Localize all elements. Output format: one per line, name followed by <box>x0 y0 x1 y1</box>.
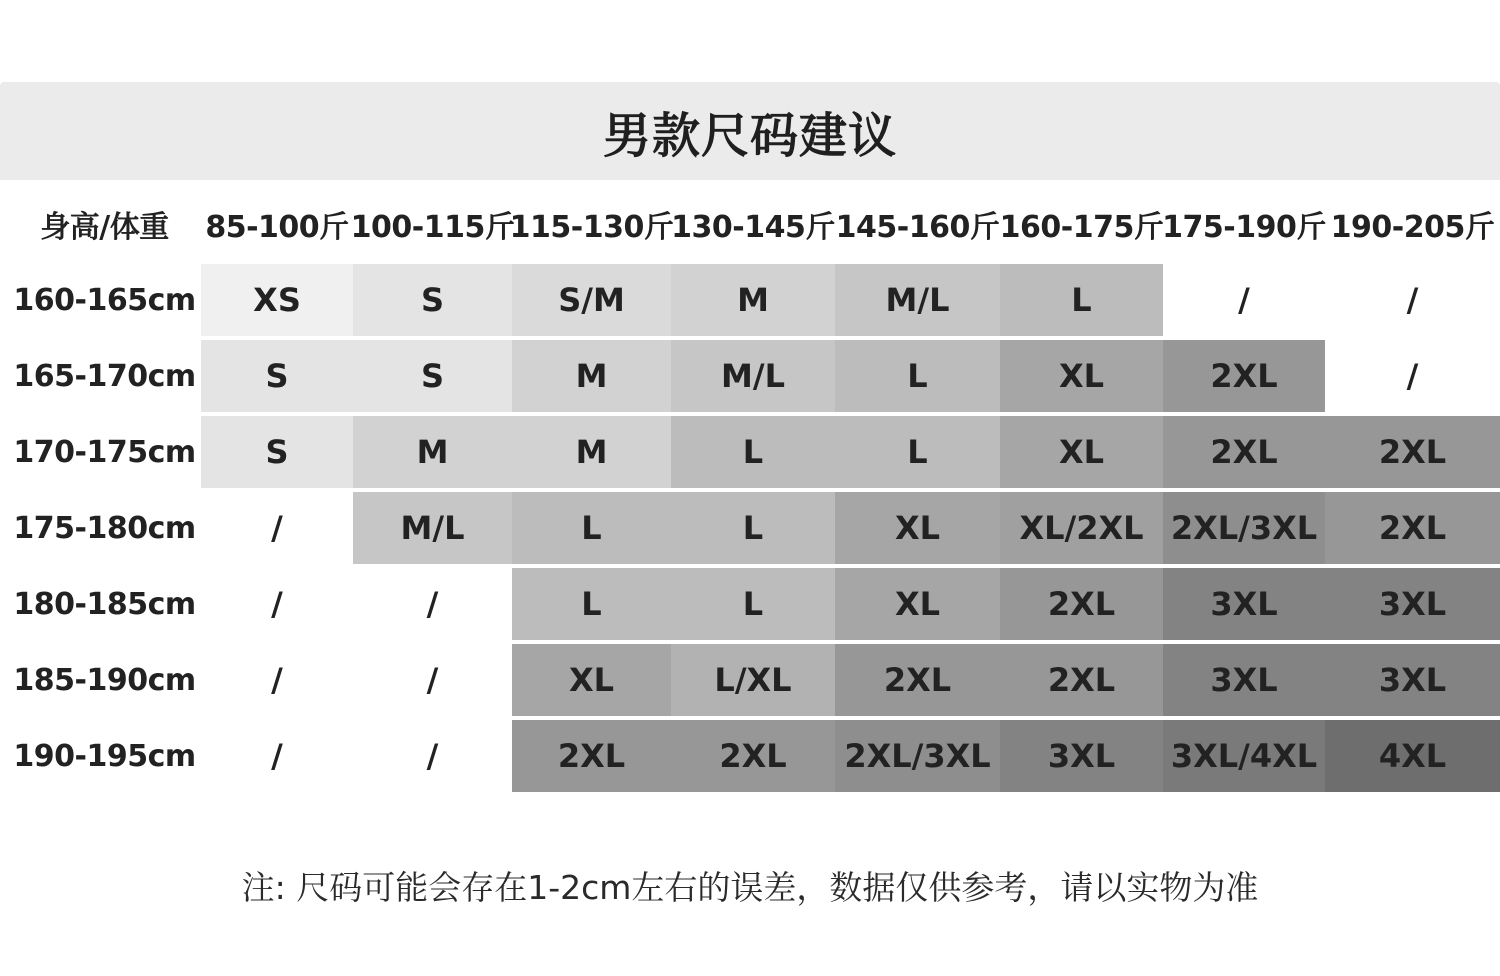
size-cell: L <box>512 568 671 640</box>
size-cell: 3XL <box>1325 644 1500 716</box>
size-cell: M <box>512 416 671 488</box>
size-cell: L/XL <box>671 644 835 716</box>
size-cell: 2XL <box>1000 568 1163 640</box>
weight-header: 85-100斤 <box>205 210 349 245</box>
size-cell: M <box>671 264 835 336</box>
weight-header: 115-130斤 <box>509 210 674 245</box>
size-cell: 2XL <box>1163 416 1325 488</box>
size-cell: M/L <box>671 340 835 412</box>
size-cell: L <box>671 416 835 488</box>
weight-header: 175-190斤 <box>1162 210 1326 245</box>
weight-header: 190-205斤 <box>1330 210 1495 245</box>
size-cell: S <box>353 264 512 336</box>
size-cell: L <box>835 340 1000 412</box>
size-cell: L <box>1000 264 1163 336</box>
size-cell: 2XL/3XL <box>1163 492 1325 564</box>
height-label: 170-175cm <box>13 434 196 470</box>
size-cell: L <box>512 492 671 564</box>
height-label: 180-185cm <box>13 586 196 622</box>
size-cell: 2XL <box>1325 416 1500 488</box>
size-cell: 2XL <box>1163 340 1325 412</box>
size-cell: / <box>1325 264 1500 336</box>
size-cell: 2XL <box>835 644 1000 716</box>
weight-header: 100-115斤 <box>350 210 515 245</box>
size-cell: / <box>353 720 512 792</box>
size-cell: M <box>512 340 671 412</box>
size-cell: 2XL <box>512 720 671 792</box>
size-cell: XL <box>1000 340 1163 412</box>
size-cell: 3XL <box>1325 568 1500 640</box>
size-cell: / <box>201 568 353 640</box>
title-bar <box>0 82 1500 180</box>
size-cell: / <box>201 644 353 716</box>
height-label: 190-195cm <box>13 738 196 774</box>
height-label: 175-180cm <box>13 510 196 546</box>
weight-header: 145-160斤 <box>835 210 1000 245</box>
size-cell: M/L <box>353 492 512 564</box>
size-cell: XL <box>1000 416 1163 488</box>
weight-header: 160-175斤 <box>999 210 1164 245</box>
size-cell: 2XL <box>671 720 835 792</box>
page-title: 男款尺码建议 <box>602 107 897 164</box>
size-cell: XL/2XL <box>1000 492 1163 564</box>
size-cell: 2XL/3XL <box>835 720 1000 792</box>
size-cell: 2XL <box>1325 492 1500 564</box>
size-cell: / <box>353 644 512 716</box>
size-cell: XS <box>201 264 353 336</box>
size-cell: L <box>671 568 835 640</box>
size-cell: L <box>835 416 1000 488</box>
size-cell: / <box>1163 264 1325 336</box>
size-cell: / <box>353 568 512 640</box>
size-cell: / <box>201 492 353 564</box>
height-label: 160-165cm <box>13 282 196 318</box>
size-cell: S <box>201 416 353 488</box>
size-cell: S/M <box>512 264 671 336</box>
size-cell: 3XL/4XL <box>1163 720 1325 792</box>
size-cell: XL <box>835 568 1000 640</box>
size-cell: S <box>201 340 353 412</box>
size-cell: M/L <box>835 264 1000 336</box>
corner-header: 身高/体重 <box>40 210 169 245</box>
size-cell: XL <box>512 644 671 716</box>
weight-header: 130-145斤 <box>671 210 835 245</box>
size-cell: L <box>671 492 835 564</box>
size-cell: 2XL <box>1000 644 1163 716</box>
height-label: 165-170cm <box>13 358 196 394</box>
size-cell: 3XL <box>1163 568 1325 640</box>
size-cell: 3XL <box>1000 720 1163 792</box>
size-cell: / <box>201 720 353 792</box>
size-cell: 4XL <box>1325 720 1500 792</box>
size-cell: / <box>1325 340 1500 412</box>
size-cell: S <box>353 340 512 412</box>
size-cell: XL <box>835 492 1000 564</box>
size-cell: 3XL <box>1163 644 1325 716</box>
height-label: 185-190cm <box>13 662 196 698</box>
footnote: 注: 尺码可能会存在1-2cm左右的误差，数据仅供参考，请以实物为准 <box>241 868 1259 907</box>
size-cell: M <box>353 416 512 488</box>
